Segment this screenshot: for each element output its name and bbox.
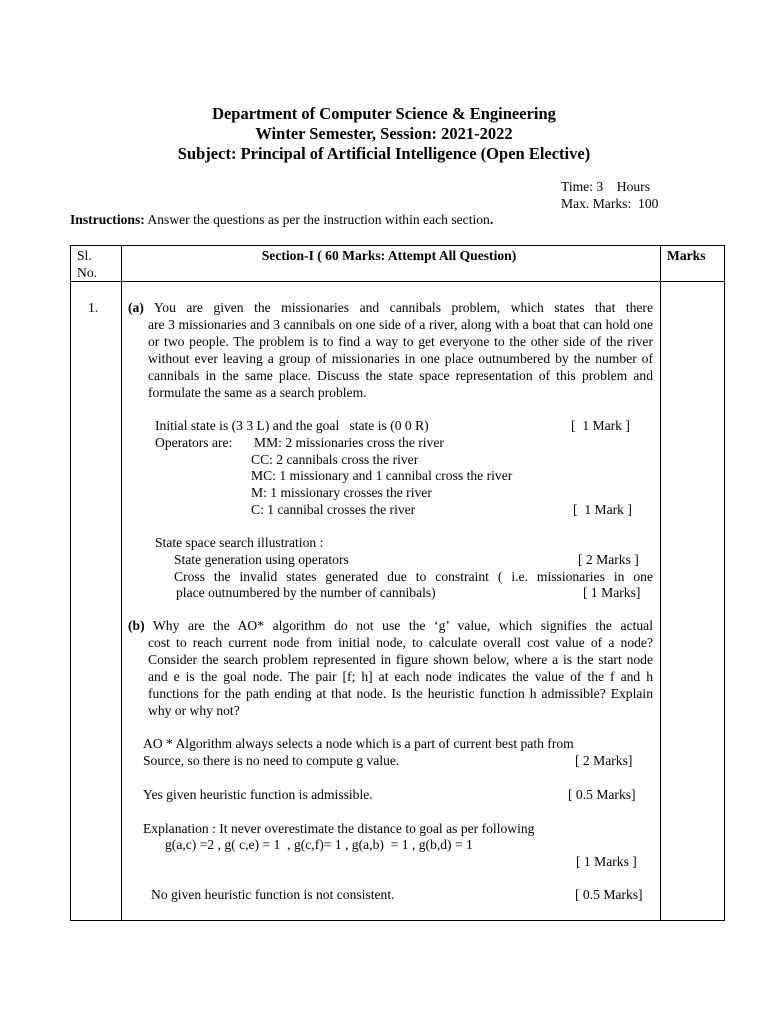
mark-operators: [ 1 Mark ] <box>573 502 632 517</box>
cell-marks <box>661 282 725 921</box>
instructions-period: . <box>489 212 494 227</box>
mark-consistent: [ 0.5 Marks] <box>575 887 643 902</box>
col-marks-label: Marks <box>667 248 706 263</box>
consistent-line: No given heuristic function is not consistent. <box>151 887 395 902</box>
ao-line-2: Source, so there is no need to compute g value. <box>143 753 400 768</box>
mark-ao: [ 2 Marks] <box>575 753 633 768</box>
mark-state-generation: [ 2 Marks ] <box>578 552 639 567</box>
mark-cross-invalid: [ 1 Marks] <box>583 585 641 600</box>
mark-initial-state: [ 1 Mark ] <box>571 418 630 433</box>
time-label: Time: 3 Hours <box>561 179 651 194</box>
part-b-first-line <box>128 617 653 634</box>
operator-mc: MC: 1 missionary and 1 cannibal cross the river <box>251 468 513 483</box>
part-b-label: (b) <box>128 618 145 633</box>
subject-title: Subject: Principal of Artificial Intelligence (Open Elective) <box>177 144 591 163</box>
initial-state-line: Initial state is (3 3 L) and the goal state is (0 0 R) <box>155 418 429 433</box>
operator-cc: CC: 2 cannibals cross the river <box>251 452 419 467</box>
part-b-body: cost to reach current node from initial node, to calculate overall cost value of a node? Consider the search problem represented in figure shown below, where a is the start node and e is the goal node. The pair [f; h] at each node indicates the value of the f and h functions for the path ending at that node. Is the heuristic function h admissible? Explain why or why not? <box>148 635 653 718</box>
part-b-first-text: Why are the AO* algorithm do not use the ‘g’ value, which signifies the actual <box>144 618 653 633</box>
operator-c: C: 1 cannibal crosses the river <box>251 502 416 517</box>
col-no-label: No. <box>77 265 98 280</box>
instructions-label: Instructions: <box>70 212 145 227</box>
mark-explanation: [ 1 Marks ] <box>576 854 637 869</box>
state-generation-line: State generation using operators <box>174 552 349 567</box>
semester-title: Winter Semester, Session: 2021-2022 <box>255 124 513 143</box>
col-sl-label: Sl. <box>77 248 92 263</box>
explanation-line: Explanation : It never overestimate the distance to goal as per following <box>143 821 535 836</box>
section-title: Section-I ( 60 Marks: Attempt All Question) <box>261 248 517 263</box>
operator-m: M: 1 missionary crosses the river <box>251 485 432 500</box>
ao-line-1: AO * Algorithm always selects a node which is a part of current best path from <box>143 736 574 751</box>
cross-invalid-line-2: place outnumbered by the number of cannibals) <box>176 585 436 600</box>
instructions-text: Answer the questions as per the instruction within each section <box>144 212 490 227</box>
operators-label: Operators are: <box>155 435 233 450</box>
part-a-label: (a) <box>128 300 144 315</box>
mark-admissible: [ 0.5 Marks] <box>568 787 636 802</box>
instructions <box>70 212 493 228</box>
operator-mm: MM: 2 missionaries cross the river <box>254 435 444 450</box>
admissible-line: Yes given heuristic function is admissible. <box>143 787 373 802</box>
g-values-line: g(a,c) =2 , g( c,e) = 1 , g(c,f)= 1 , g(a,b) = 1 , g(b,d) = 1 <box>165 837 473 852</box>
state-space-heading: State space search illustration : <box>155 535 324 550</box>
part-a-body: are 3 missionaries and 3 cannibals on one side of a river, along with a boat that can hold one or two people. The problem is to find a way to get everyone to the other side of the river without ever leaving a group of missionaries in one place outnumbered by the number of cannibals in the same place. Discuss the state space representation of this problem and formulate the same as a search problem. <box>148 317 653 400</box>
question-number: 1. <box>88 300 99 315</box>
cell-number <box>71 282 122 921</box>
part-a-first-text: You are given the missionaries and cannibals problem, which states that there <box>143 300 653 315</box>
department-title: Department of Computer Science & Engineering <box>212 104 556 123</box>
max-marks-label: Max. Marks: 100 <box>561 196 659 211</box>
part-a-first-line <box>128 299 653 316</box>
cross-invalid-line-1: Cross the invalid states generated due to constraint ( i.e. missionaries in one <box>174 569 653 584</box>
